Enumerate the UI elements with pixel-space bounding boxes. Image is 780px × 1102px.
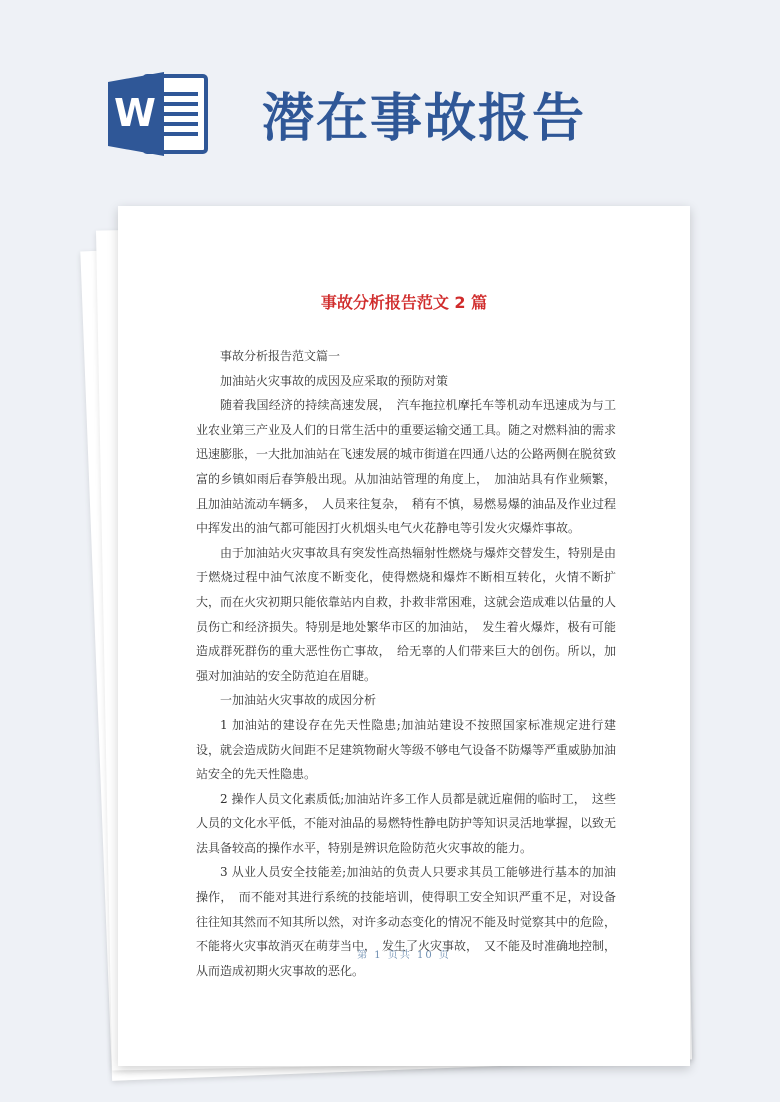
document-page (118, 206, 690, 1066)
page-number: 第 1 页共 10 页 (357, 950, 451, 961)
paragraph: 随着我国经济的持续高速发展， 汽车拖拉机摩托车等机动车迅速成为与工业农业第三产业及人们的日常生活中的重要运输交通工具。随之对燃料油的需求迅速膨胀，一大批加油站在飞速发展的城市街道在四通八达的公路两侧在脱贫致富的乡镇如雨后春笋般出现。从加油站管理的角度上， 加油站具有作业频繁，且加油站流动车辆多， 人员来往复杂， 稍有不慎，易燃易爆的油品及作业过程中挥发出的油气都可能因打火机烟头电气火花静电等引发火灾爆炸事故。 (196, 398, 617, 536)
paragraph: 2 操作人员文化素质低;加油站许多工作人员都是就近雇佣的临时工， 这些人员的文化水平低，不能对油品的易燃特性静电防护等知识灵活地掌握，以致无法具备较高的操作水平，特别是辨识危险防范火灾事故的能力。 (196, 791, 617, 855)
word-logo-letter: W (114, 91, 156, 135)
word-logo-icon (108, 70, 208, 158)
section-heading: 事故分析报告范文篇一 (220, 349, 341, 363)
paragraph: 3 从业人员安全技能差;加油站的负责人只要求其员工能够进行基本的加油操作， 而不能对其进行系统的技能培训，使得职工安全知识严重不足，对设备往往知其然而不知其所以然，对许多动态变化的情况不能及时觉察其中的危险，不能将火灾事故消灭在萌芽当中， 发生了火灾事故， 又不能及时准确地控制，从而造成初期火灾事故的恶化。 (196, 865, 617, 978)
document-body (196, 344, 616, 983)
document-title: 事故分析报告范文 2 篇 (320, 293, 488, 312)
paragraph: 由于加油站火灾事故具有突发性高热辐射性燃烧与爆炸交替发生，特别是由于燃烧过程中油气浓度不断变化，使得燃烧和爆炸不断相互转化，火情不断扩大，而在火灾初期只能依靠站内自救，扑救非常困难，这就会造成难以估量的人员伤亡和经济损失。特别是地处繁华市区的加油站， 发生着火爆炸，极有可能造成群死群伤的重大恶性伤亡事故， 给无辜的人们带来巨大的创伤。所以，加强对加油站的安全防范迫在眉睫。 (196, 545, 617, 683)
subtitle: 加油站火灾事故的成因及应采取的预防对策 (220, 373, 449, 388)
banner-title: 潜在事故报告 (262, 88, 587, 149)
paragraph: 1 加油站的建设存在先天性隐患;加油站建设不按照国家标准规定进行建设，就会造成防火间距不足建筑物耐火等级不够电气设备不防爆等严重威胁加油站安全的先天性隐患。 (196, 717, 617, 782)
section-heading: 一加油站火灾事故的成因分析 (220, 693, 377, 708)
